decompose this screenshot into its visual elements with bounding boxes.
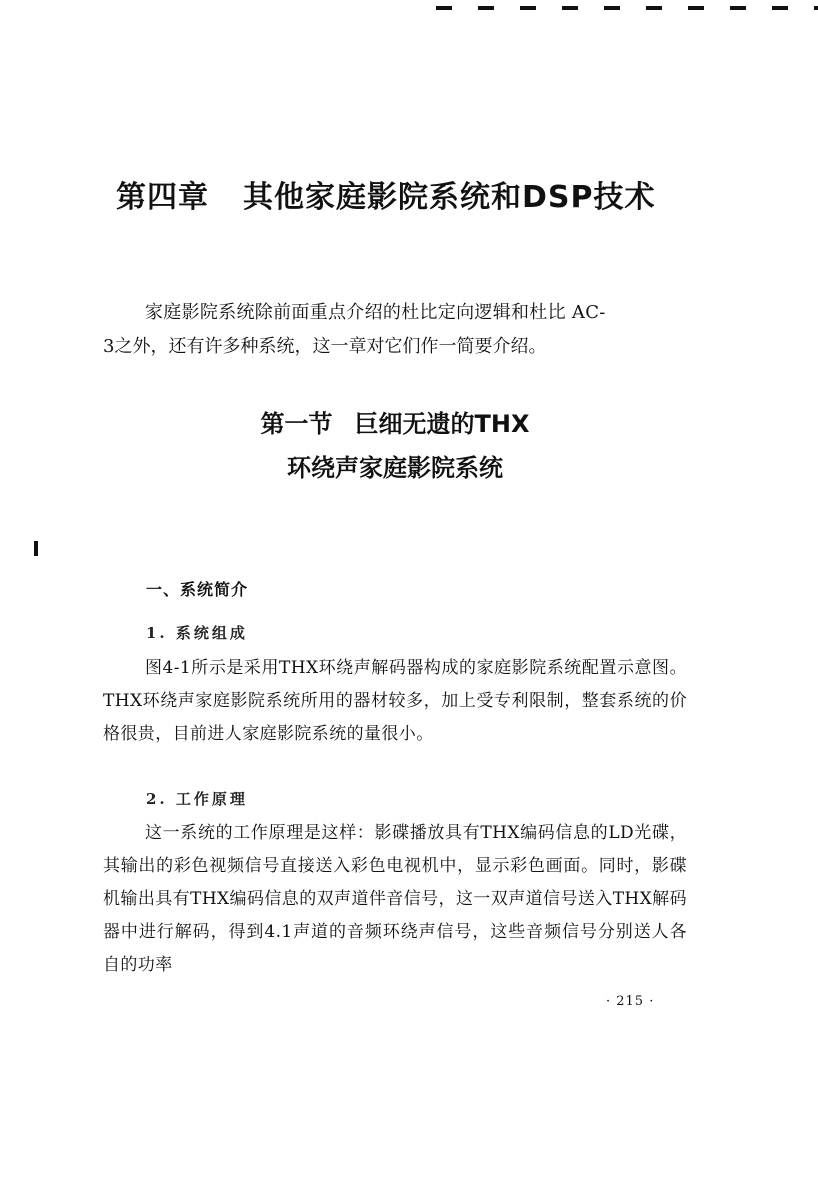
paragraph-principle: 这一系统的工作原理是这样：影碟播放具有THX编码信息的LD光碟，其输出的彩色视频信号直接送入彩色电视机中，显示彩色画面。同时，影碟机输出具有THX编码信息的双声道伴音信号，这一双声道信号送入THX解码器中进行解码，得到4.1声道的音频环绕声信号，这些音频信号分别送人各自的功率	[103, 823, 687, 975]
item-heading-principle: 2. 工作原理	[146, 790, 248, 808]
chapter-title	[116, 172, 656, 216]
chapter-name: 其他家庭影院系统和DSP技术	[243, 180, 656, 215]
page-number: · 215 ·	[606, 994, 655, 1009]
section-title-line-2: 环绕声家庭影院系统	[287, 454, 503, 482]
section-title-line-1: 巨细无遗的THX	[354, 410, 530, 438]
subsection-title: 一、系统简介	[146, 580, 249, 599]
intro-paragraph	[103, 296, 693, 364]
intro-line-2: 3之外，还有许多种系统，这一章对它们作一简要介绍。	[103, 336, 547, 357]
margin-mark	[34, 541, 38, 556]
top-border-dashes	[436, 6, 818, 10]
intro-line-1: 家庭影院系统除前面重点介绍的杜比定向逻辑和杜比 AC-	[145, 302, 606, 323]
section-title	[0, 402, 790, 490]
paragraph-composition: 图4-1所示是采用THX环绕声解码器构成的家庭影院系统配置示意图。THX环绕声家庭影院系统所用的器材较多，加上受专利限制，整套系统的价格很贵，目前进人家庭影院系统的量很小。	[103, 658, 687, 744]
chapter-number: 第四章	[116, 180, 209, 215]
section-number: 第一节	[260, 410, 333, 438]
item-heading-composition: 1. 系统组成	[146, 624, 248, 642]
